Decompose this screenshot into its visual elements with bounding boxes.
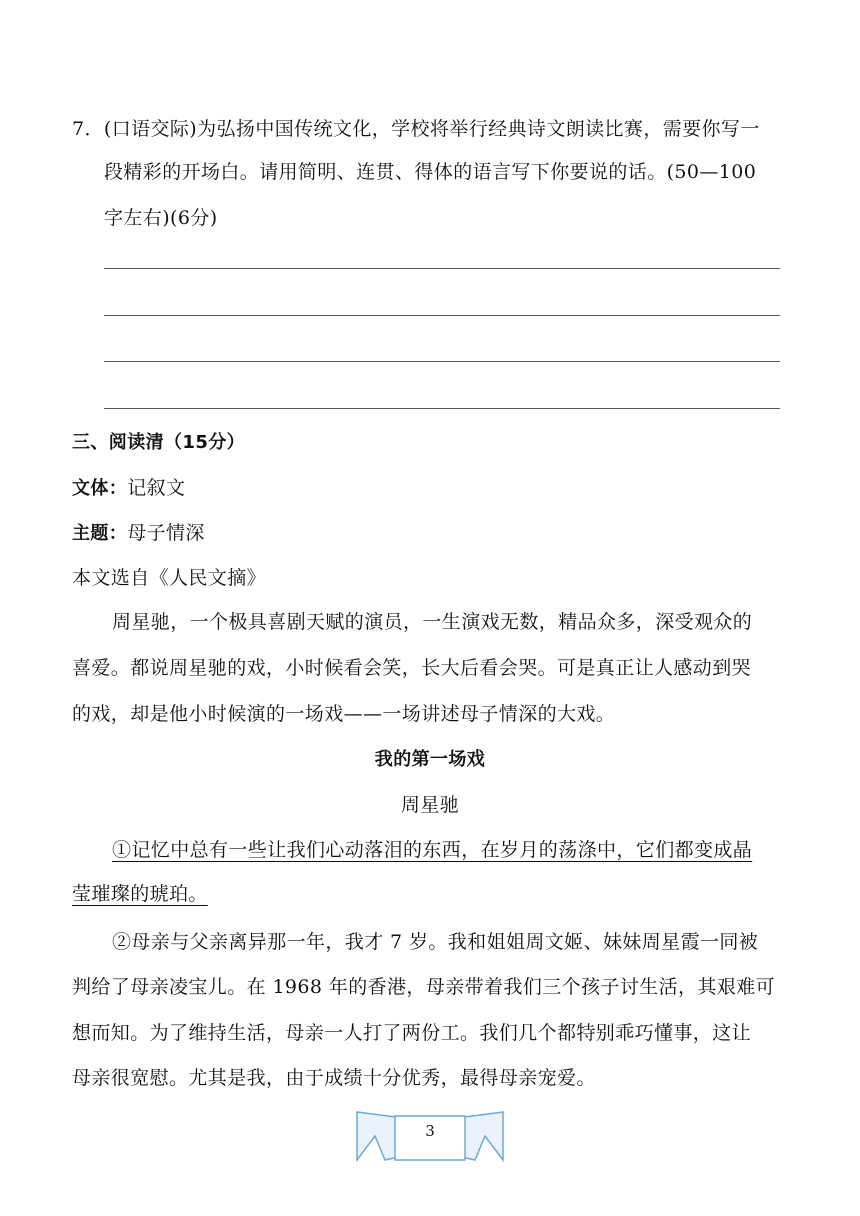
page-number: 3: [425, 1122, 435, 1140]
intro-line-3: 的戏，却是他小时候演的一场戏——一场讲述母子情深的大戏。: [72, 703, 616, 725]
answer-line-2[interactable]: [104, 315, 780, 316]
genre-label: 文体：: [72, 478, 128, 499]
genre-value: 记叙文: [127, 477, 186, 499]
paragraph-1-line-1: ①记忆中总有一些让我们心动落泪的东西，在岁月的荡涤中，它们都变成晶: [112, 839, 753, 861]
genre-row: [72, 476, 185, 501]
article-title: 我的第一场戏: [374, 749, 486, 770]
paragraph-1-line-2: 莹璀璨的琥珀。: [72, 883, 208, 905]
question-7-line-2: 段精彩的开场白。请用简明、连贯、得体的语言写下你要说的话。(50—100: [104, 161, 757, 183]
intro-line-1: 周星驰，一个极具喜剧天赋的演员，一生演戏无数，精品众多，深受观众的: [112, 611, 753, 633]
article-author: 周星驰: [400, 794, 460, 816]
theme-row: [72, 521, 205, 546]
paragraph-2-line-2: 判给了母亲凌宝儿。在 1968 年的香港，母亲带着我们三个孩子讨生活，其艰难可: [72, 976, 776, 998]
question-7-line-3: 字左右)(6分): [104, 207, 218, 229]
paragraph-2-line-1: ②母亲与父亲离异那一年，我才 7 岁。我和姐姐周文姬、妹妹周星霞一同被: [112, 931, 759, 953]
answer-line-3[interactable]: [104, 361, 780, 362]
intro-line-2: 喜爱。都说周星驰的戏，小时候看会笑，长大后看会哭。可是真正让人感动到哭: [72, 657, 752, 679]
theme-label: 主题：: [72, 523, 128, 544]
answer-line-4[interactable]: [104, 408, 780, 409]
paragraph-2-line-4: 母亲很宽慰。尤其是我，由于成绩十分优秀，最得母亲宠爱。: [72, 1067, 596, 1089]
section-3-heading: 三、阅读清（15分）: [72, 432, 246, 453]
paragraph-2-line-3: 想而知。为了维持生活，母亲一人打了两份工。我们几个都特别乖巧懂事，这让: [72, 1022, 752, 1044]
theme-value: 母子情深: [127, 522, 205, 544]
question-7-line-1: 7．(口语交际)为弘扬中国传统文化，学校将举行经典诗文朗读比赛，需要你写一: [72, 118, 760, 140]
source-line: 本文选自《人民文摘》: [72, 567, 267, 589]
answer-line-1[interactable]: [104, 268, 780, 269]
